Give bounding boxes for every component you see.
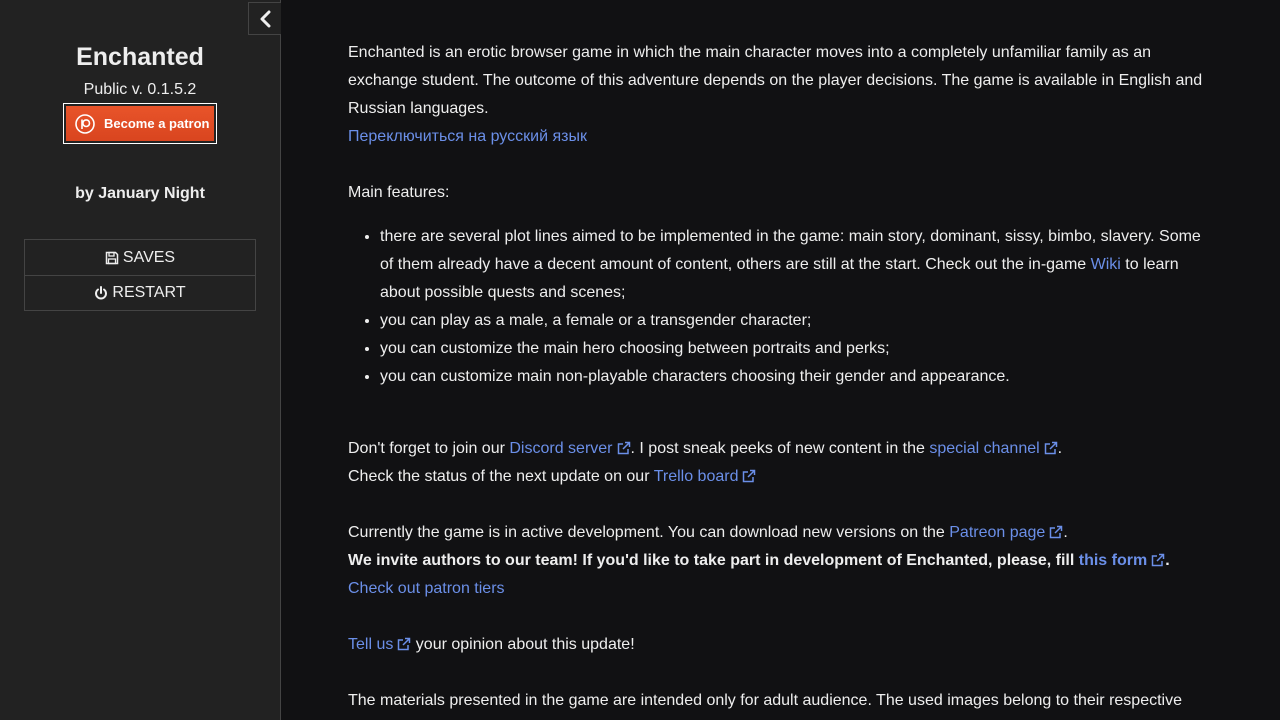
list-item: • you can customize main non-playable characters choosing their gender and appearance. xyxy=(380,363,1218,391)
authors-invite-line: We invite authors to our team! If you'd like to take part in development of Enchanted, please, fill this form . xyxy=(348,552,1170,569)
stow-sidebar-button[interactable] xyxy=(248,2,281,35)
list-item: • you can customize the main hero choosing between portraits and perks; xyxy=(380,335,1218,363)
list-item: • you can play as a male, a female or a transgender character; xyxy=(380,307,1218,335)
patron-tiers-link[interactable]: Check out patron tiers xyxy=(348,580,505,597)
story-author: by January Night xyxy=(75,185,205,202)
intro-text: Enchanted is an erotic browser game in which the main character moves into a completely unfamiliar family as an exchange student. The outcome of this adventure depends on the player decisions. The game is available in English and Russian languages. xyxy=(348,44,1203,117)
disclaimer-text: The materials presented in the game are intended only for adult audience. The used images belong to their respective xyxy=(348,692,1182,709)
version-label: Public v. 0.1.5.2 xyxy=(83,81,197,98)
discord-line: Don't forget to join our Discord server . I post sneak peeks of new content in the special channel . xyxy=(348,440,1063,457)
opinion-line: Tell us your opinion about this update! xyxy=(348,636,635,653)
saves-button[interactable] xyxy=(25,240,255,275)
patreon-page-link[interactable]: Patreon page xyxy=(949,524,1063,541)
external-link-icon xyxy=(397,637,411,651)
external-link-icon xyxy=(1151,553,1165,567)
wiki-link[interactable]: Wiki xyxy=(1090,256,1121,273)
restart-button[interactable] xyxy=(25,275,255,310)
special-channel-link[interactable]: special channel xyxy=(929,440,1057,457)
trello-line: Check the status of the next update on our Trello board xyxy=(348,463,1218,491)
restart-label: RESTART xyxy=(112,284,186,301)
power-icon xyxy=(94,286,108,300)
external-link-icon xyxy=(617,441,631,455)
become-patron-label: Become a patron xyxy=(104,116,210,131)
features-list xyxy=(380,223,1218,391)
list-item: • there are several plot lines aimed to be implemented in the game: main story, dominant, sissy, bimbo, slavery. Some of them already have a decent amount of content, others are still at the start. Check out the in-game Wiki to learn about possible quests and scenes; xyxy=(380,223,1218,307)
chevron-left-icon xyxy=(258,10,272,28)
external-link-icon xyxy=(1044,441,1058,455)
passage xyxy=(348,39,1218,715)
story-menu xyxy=(24,239,256,311)
external-link-icon xyxy=(1049,525,1063,539)
become-patron-button[interactable] xyxy=(63,103,217,144)
story-title: Enchanted xyxy=(76,43,204,71)
this-form-link[interactable]: this form xyxy=(1079,552,1165,569)
switch-language-link[interactable]: Переключиться на русский язык xyxy=(348,128,587,145)
development-line: Currently the game is in active development. You can download new versions on the Patreon page . xyxy=(348,524,1068,541)
trello-board-link[interactable]: Trello board xyxy=(654,468,757,485)
external-link-icon xyxy=(742,469,756,483)
saves-label: SAVES xyxy=(122,248,176,266)
floppy-disk-icon xyxy=(105,251,119,265)
ui-bar xyxy=(0,0,281,720)
patreon-icon xyxy=(75,114,95,134)
discord-server-link[interactable]: Discord server xyxy=(509,440,630,457)
features-heading: Main features: xyxy=(348,184,450,201)
tell-us-link[interactable]: Tell us xyxy=(348,636,411,653)
